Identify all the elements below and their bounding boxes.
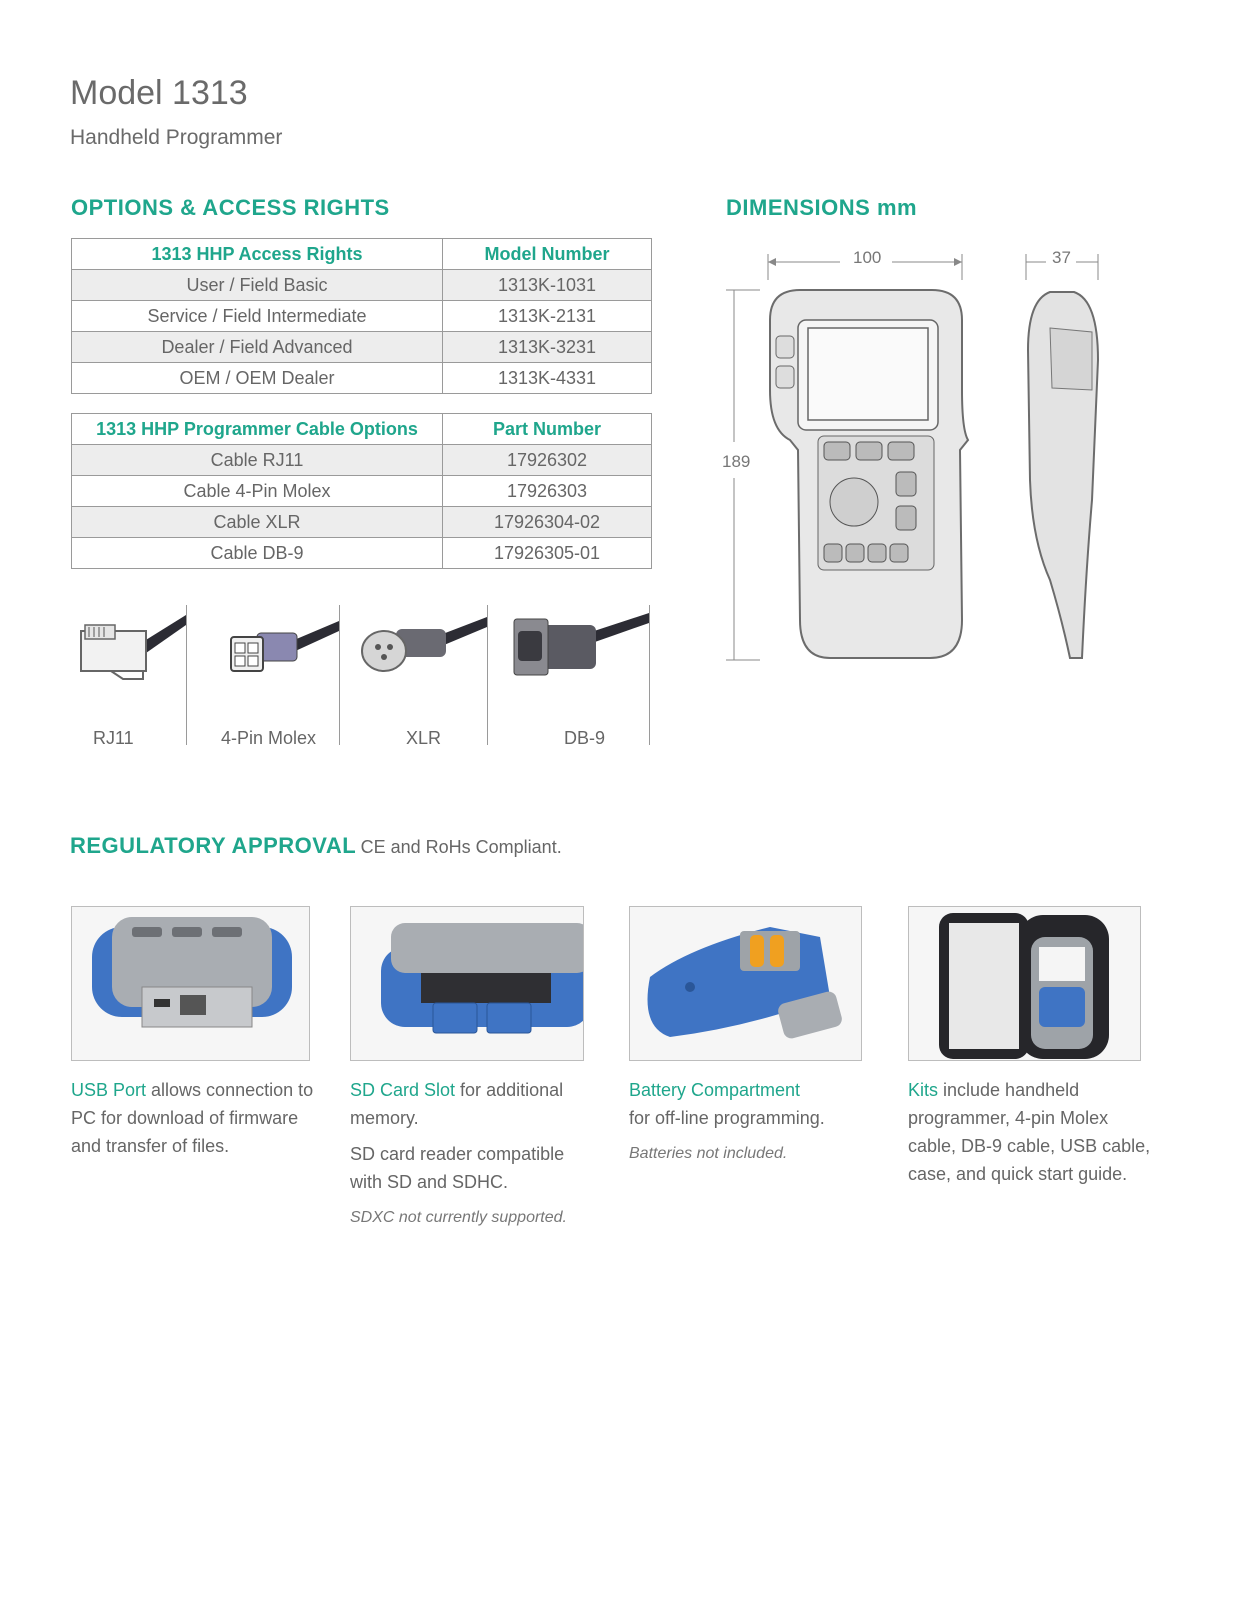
battery-compartment-icon xyxy=(630,907,861,1060)
feature-title: Battery Compartment xyxy=(629,1080,801,1100)
table-header: Part Number xyxy=(443,414,652,445)
table-header: 1313 HHP Programmer Cable Options xyxy=(72,414,443,445)
sd-card-slot-icon xyxy=(351,907,583,1060)
table-row: User / Field Basic 1313K-1031 xyxy=(72,270,652,301)
dimensions-drawing xyxy=(720,240,1220,670)
dimensions-heading: DIMENSIONS mm xyxy=(726,195,918,220)
battery-note: Batteries not included. xyxy=(629,1145,788,1162)
feature-title: USB Port xyxy=(71,1080,147,1100)
connector-label: DB-9 xyxy=(564,728,606,748)
sd-card-slot-image xyxy=(350,906,584,1061)
db9-connector-icon xyxy=(488,605,649,705)
page-subtitle: Handheld Programmer xyxy=(70,126,283,149)
table-row: Cable DB-9 17926305-01 xyxy=(72,538,652,569)
connector-molex xyxy=(187,605,340,745)
kits-image xyxy=(908,906,1141,1061)
table-row: Service / Field Intermediate 1313K-2131 xyxy=(72,301,652,332)
connector-label: 4-Pin Molex xyxy=(221,728,317,748)
kits-case-icon xyxy=(909,907,1140,1060)
dimension-depth: 37 xyxy=(1052,248,1071,267)
table-row: Dealer / Field Advanced 1313K-3231 xyxy=(72,332,652,363)
connector-label: RJ11 xyxy=(93,728,134,748)
kits-description: Kits include handheld programmer, 4-pin Molex cable, DB-9 cable, USB cable, case, and quick start guide. xyxy=(908,1080,1151,1184)
molex-connector-icon xyxy=(187,605,339,705)
feature-title: Kits xyxy=(908,1080,939,1100)
sd-card-description: SD Card Slot for additional memory. SD card reader compatible with SD and SDHC. SDXC not currently supported. xyxy=(350,1076,590,1232)
table-row: Cable 4-Pin Molex 17926303 xyxy=(72,476,652,507)
regulatory-heading: REGULATORY APPROVAL xyxy=(70,833,357,858)
sd-card-note: SDXC not currently supported. xyxy=(350,1209,567,1226)
table-row: Cable XLR 17926304-02 xyxy=(72,507,652,538)
battery-compartment-image xyxy=(629,906,862,1061)
connector-db9 xyxy=(488,605,650,745)
usb-port-image xyxy=(71,906,310,1061)
battery-description: Battery Compartment for off-line programming. Batteries not included. xyxy=(629,1076,869,1168)
access-rights-table xyxy=(71,238,652,394)
connector-xlr xyxy=(340,605,488,745)
usb-port-icon xyxy=(72,907,309,1060)
table-row: Cable RJ11 17926302 xyxy=(72,445,652,476)
table-row: OEM / OEM Dealer 1313K-4331 xyxy=(72,363,652,394)
xlr-connector-icon xyxy=(340,605,487,705)
device-outline-icon xyxy=(720,240,1220,670)
options-heading: OPTIONS & ACCESS RIGHTS xyxy=(71,195,390,220)
regulatory-text: CE and RoHs Compliant. xyxy=(360,837,562,857)
connector-label: XLR xyxy=(406,728,442,748)
cable-options-table xyxy=(71,413,652,569)
feature-title: SD Card Slot xyxy=(350,1080,456,1100)
connector-rj11 xyxy=(71,605,187,745)
table-header: 1313 HHP Access Rights xyxy=(72,239,443,270)
sd-card-compat-text: SD card reader compatible with SD and SDHC. xyxy=(350,1144,565,1192)
dimension-width: 100 xyxy=(853,248,882,267)
rj11-connector-icon xyxy=(71,605,186,705)
usb-port-description: USB Port allows connection to PC for download of firmware and transfer of files. xyxy=(71,1080,314,1156)
table-header: Model Number xyxy=(443,239,652,270)
regulatory-line xyxy=(70,833,562,859)
dimension-height: 189 xyxy=(722,452,751,471)
page-title: Model 1313 xyxy=(70,74,248,112)
